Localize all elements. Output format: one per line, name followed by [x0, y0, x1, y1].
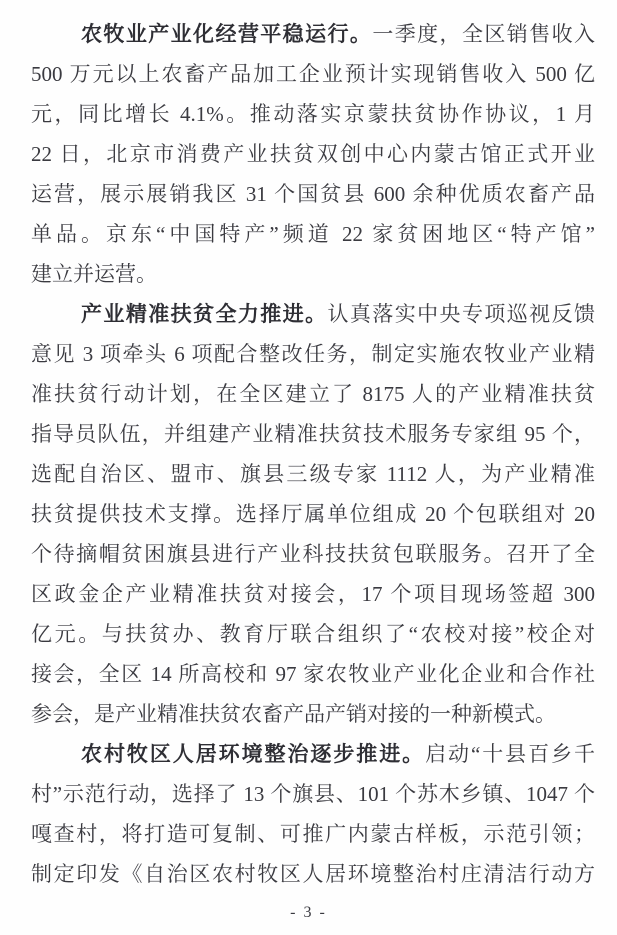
line-text: 启动“十县百乡千	[425, 742, 595, 766]
line-text: 接会，全区 14 所高校和 97 家农牧业产业化企业和合作社	[31, 662, 595, 686]
text-line	[31, 134, 595, 174]
text-line	[31, 14, 595, 54]
text-line	[31, 774, 595, 814]
line-text: 认真落实中央专项巡视反馈	[327, 302, 595, 326]
paragraph-lead: 农村牧区人居环境整治逐步推进。	[81, 742, 426, 766]
line-text: 扶贫提供技术支撑。选择厅属单位组成 20 个包联组对 20	[31, 502, 595, 526]
text-line	[31, 334, 595, 374]
text-line	[31, 414, 595, 454]
paragraph-lead: 产业精准扶贫全力推进。	[81, 302, 328, 326]
text-line	[31, 494, 595, 534]
text-line	[31, 214, 595, 254]
text-line	[31, 614, 595, 654]
line-text: 制定印发《自治区农村牧区人居环境整治村庄清洁行动方	[31, 862, 595, 886]
line-text: 嘎查村，将打造可复制、可推广内蒙古样板，示范引领；	[31, 822, 595, 846]
text-line	[31, 94, 595, 134]
text-line	[31, 854, 595, 894]
text-line	[31, 454, 595, 494]
line-text: 单品。京东“中国特产”频道 22 家贫困地区“特产馆”	[31, 222, 595, 246]
text-line	[31, 814, 595, 854]
line-text: 元，同比增长 4.1%。推动落实京蒙扶贫协作协议，1 月	[31, 102, 595, 126]
text-line	[31, 254, 595, 294]
page-number: - 3 -	[290, 904, 327, 921]
text-line	[31, 734, 595, 774]
line-text: 参会，是产业精准扶贫农畜产品产销对接的一种新模式。	[31, 702, 556, 726]
line-text: 500 万元以上农畜产品加工企业预计实现销售收入 500 亿	[31, 62, 595, 86]
text-line	[31, 374, 595, 414]
line-text: 建立并运营。	[31, 262, 157, 286]
line-text: 亿元。与扶贫办、教育厅联合组织了“农校对接”校企对	[31, 622, 595, 646]
line-text: 运营，展示展销我区 31 个国贫县 600 余种优质农畜产品	[31, 182, 595, 206]
line-text: 一季度，全区销售收入	[372, 22, 595, 46]
text-line	[31, 54, 595, 94]
text-line	[31, 294, 595, 334]
line-text: 选配自治区、盟市、旗县三级专家 1112 人，为产业精准	[31, 462, 595, 486]
line-text: 22 日，北京市消费产业扶贫双创中心内蒙古馆正式开业	[31, 142, 595, 166]
line-text: 指导员队伍，并组建产业精准扶贫技术服务专家组 95 个，	[31, 422, 595, 446]
line-text: 意见 3 项牵头 6 项配合整改任务，制定实施农牧业产业精	[31, 342, 595, 366]
text-line	[31, 694, 595, 734]
line-text: 准扶贫行动计划，在全区建立了 8175 人的产业精准扶贫	[31, 382, 595, 406]
line-text: 个待摘帽贫困旗县进行产业科技扶贫包联服务。召开了全	[31, 542, 595, 566]
paragraph-lead: 农牧业产业化经营平稳运行。	[81, 22, 373, 46]
text-line	[31, 574, 595, 614]
line-text: 区政金企产业精准扶贫对接会，17 个项目现场签超 300	[31, 582, 595, 606]
text-line	[31, 534, 595, 574]
line-text: 村”示范行动，选择了 13 个旗县、101 个苏木乡镇、1047 个	[31, 782, 595, 806]
document-body	[31, 14, 595, 894]
text-line	[31, 174, 595, 214]
text-line	[31, 654, 595, 694]
